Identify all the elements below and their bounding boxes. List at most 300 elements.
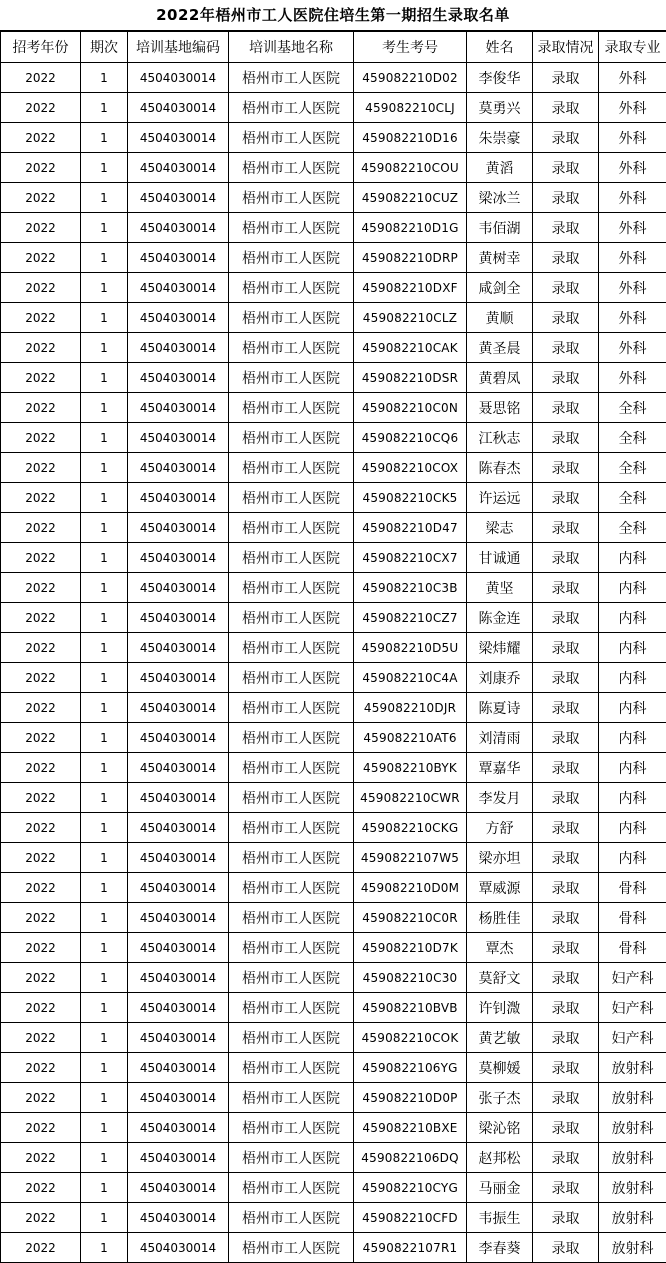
year-cell: 2022 <box>1 1203 81 1233</box>
base-code-cell: 4504030014 <box>128 1173 229 1203</box>
year-cell: 2022 <box>1 663 81 693</box>
base-code-cell: 4504030014 <box>128 333 229 363</box>
status-cell: 录取 <box>533 813 599 843</box>
year-cell: 2022 <box>1 933 81 963</box>
base-name-cell: 梧州市工人医院 <box>229 1143 354 1173</box>
base-name-cell: 梧州市工人医院 <box>229 453 354 483</box>
name-cell: 陈春杰 <box>467 453 533 483</box>
status-cell: 录取 <box>533 93 599 123</box>
exam-number-cell: 459082210CK5 <box>354 483 467 513</box>
name-cell: 朱崇豪 <box>467 123 533 153</box>
name-cell: 黄圣晨 <box>467 333 533 363</box>
major-cell: 外科 <box>599 93 666 123</box>
exam-number-cell: 459082210C30 <box>354 963 467 993</box>
year-cell: 2022 <box>1 303 81 333</box>
period-cell: 1 <box>81 63 128 93</box>
base-name-cell: 梧州市工人医院 <box>229 423 354 453</box>
base-name-cell: 梧州市工人医院 <box>229 993 354 1023</box>
exam-number-cell: 459082210CWR <box>354 783 467 813</box>
table-row <box>1 573 666 603</box>
period-cell: 1 <box>81 453 128 483</box>
base-name-cell: 梧州市工人医院 <box>229 363 354 393</box>
exam-number-cell: 459082210AT6 <box>354 723 467 753</box>
exam-number-cell: 4590822107W5 <box>354 843 467 873</box>
base-code-cell: 4504030014 <box>128 513 229 543</box>
year-cell: 2022 <box>1 813 81 843</box>
base-code-cell: 4504030014 <box>128 573 229 603</box>
period-cell: 1 <box>81 573 128 603</box>
status-cell: 录取 <box>533 513 599 543</box>
table-row <box>1 1023 666 1053</box>
major-cell: 外科 <box>599 183 666 213</box>
name-cell: 黄顺 <box>467 303 533 333</box>
table-row <box>1 1203 666 1233</box>
exam-number-cell: 459082210BYK <box>354 753 467 783</box>
base-code-cell: 4504030014 <box>128 123 229 153</box>
base-name-cell: 梧州市工人医院 <box>229 153 354 183</box>
status-cell: 录取 <box>533 303 599 333</box>
table-body <box>1 63 666 1263</box>
period-cell: 1 <box>81 1023 128 1053</box>
status-cell: 录取 <box>533 543 599 573</box>
name-cell: 梁冰兰 <box>467 183 533 213</box>
table-row <box>1 393 666 423</box>
base-code-cell: 4504030014 <box>128 723 229 753</box>
base-code-cell: 4504030014 <box>128 1023 229 1053</box>
table-row <box>1 1233 666 1263</box>
base-code-cell: 4504030014 <box>128 603 229 633</box>
major-cell: 内科 <box>599 783 666 813</box>
base-code-cell: 4504030014 <box>128 543 229 573</box>
exam-number-cell: 459082210COU <box>354 153 467 183</box>
major-cell: 放射科 <box>599 1113 666 1143</box>
base-code-cell: 4504030014 <box>128 963 229 993</box>
exam-number-cell: 4590822106DQ <box>354 1143 467 1173</box>
base-name-cell: 梧州市工人医院 <box>229 723 354 753</box>
period-cell: 1 <box>81 543 128 573</box>
base-code-cell: 4504030014 <box>128 753 229 783</box>
exam-number-cell: 459082210CYG <box>354 1173 467 1203</box>
exam-number-cell: 459082210CUZ <box>354 183 467 213</box>
base-code-cell: 4504030014 <box>128 1053 229 1083</box>
base-code-cell: 4504030014 <box>128 1113 229 1143</box>
status-cell: 录取 <box>533 1203 599 1233</box>
period-cell: 1 <box>81 423 128 453</box>
period-cell: 1 <box>81 1173 128 1203</box>
period-cell: 1 <box>81 243 128 273</box>
header-base-name: 培训基地名称 <box>229 32 354 63</box>
year-cell: 2022 <box>1 873 81 903</box>
major-cell: 放射科 <box>599 1143 666 1173</box>
status-cell: 录取 <box>533 183 599 213</box>
table-row <box>1 723 666 753</box>
base-name-cell: 梧州市工人医院 <box>229 213 354 243</box>
status-cell: 录取 <box>533 1173 599 1203</box>
major-cell: 外科 <box>599 243 666 273</box>
status-cell: 录取 <box>533 63 599 93</box>
exam-number-cell: 4590822106YG <box>354 1053 467 1083</box>
table-row <box>1 873 666 903</box>
name-cell: 许运远 <box>467 483 533 513</box>
year-cell: 2022 <box>1 153 81 183</box>
name-cell: 咸剑全 <box>467 273 533 303</box>
major-cell: 骨科 <box>599 903 666 933</box>
period-cell: 1 <box>81 213 128 243</box>
base-code-cell: 4504030014 <box>128 183 229 213</box>
admission-table <box>0 31 666 1263</box>
status-cell: 录取 <box>533 693 599 723</box>
base-code-cell: 4504030014 <box>128 693 229 723</box>
base-name-cell: 梧州市工人医院 <box>229 123 354 153</box>
period-cell: 1 <box>81 273 128 303</box>
table-row <box>1 423 666 453</box>
exam-number-cell: 459082210CKG <box>354 813 467 843</box>
base-code-cell: 4504030014 <box>128 303 229 333</box>
name-cell: 莫舒文 <box>467 963 533 993</box>
status-cell: 录取 <box>533 633 599 663</box>
base-name-cell: 梧州市工人医院 <box>229 783 354 813</box>
name-cell: 黄碧凤 <box>467 363 533 393</box>
exam-number-cell: 459082210COX <box>354 453 467 483</box>
exam-number-cell: 459082210D7K <box>354 933 467 963</box>
year-cell: 2022 <box>1 183 81 213</box>
year-cell: 2022 <box>1 483 81 513</box>
exam-number-cell: 459082210D0M <box>354 873 467 903</box>
year-cell: 2022 <box>1 993 81 1023</box>
table-row <box>1 1143 666 1173</box>
major-cell: 放射科 <box>599 1173 666 1203</box>
period-cell: 1 <box>81 693 128 723</box>
period-cell: 1 <box>81 483 128 513</box>
exam-number-cell: 459082210CLJ <box>354 93 467 123</box>
period-cell: 1 <box>81 723 128 753</box>
name-cell: 方舒 <box>467 813 533 843</box>
exam-number-cell: 459082210D47 <box>354 513 467 543</box>
major-cell: 骨科 <box>599 873 666 903</box>
base-name-cell: 梧州市工人医院 <box>229 663 354 693</box>
base-name-cell: 梧州市工人医院 <box>229 813 354 843</box>
period-cell: 1 <box>81 513 128 543</box>
base-name-cell: 梧州市工人医院 <box>229 933 354 963</box>
exam-number-cell: 459082210DRP <box>354 243 467 273</box>
base-name-cell: 梧州市工人医院 <box>229 513 354 543</box>
exam-number-cell: 459082210CX7 <box>354 543 467 573</box>
major-cell: 外科 <box>599 273 666 303</box>
status-cell: 录取 <box>533 213 599 243</box>
exam-number-cell: 459082210CLZ <box>354 303 467 333</box>
status-cell: 录取 <box>533 903 599 933</box>
major-cell: 放射科 <box>599 1083 666 1113</box>
base-name-cell: 梧州市工人医院 <box>229 243 354 273</box>
base-name-cell: 梧州市工人医院 <box>229 333 354 363</box>
name-cell: 刘清雨 <box>467 723 533 753</box>
year-cell: 2022 <box>1 543 81 573</box>
table-row <box>1 963 666 993</box>
year-cell: 2022 <box>1 633 81 663</box>
base-code-cell: 4504030014 <box>128 1233 229 1263</box>
major-cell: 外科 <box>599 123 666 153</box>
table-row <box>1 843 666 873</box>
exam-number-cell: 459082210CZ7 <box>354 603 467 633</box>
base-name-cell: 梧州市工人医院 <box>229 483 354 513</box>
major-cell: 全科 <box>599 393 666 423</box>
period-cell: 1 <box>81 1083 128 1113</box>
period-cell: 1 <box>81 183 128 213</box>
year-cell: 2022 <box>1 93 81 123</box>
base-code-cell: 4504030014 <box>128 153 229 183</box>
status-cell: 录取 <box>533 843 599 873</box>
period-cell: 1 <box>81 93 128 123</box>
major-cell: 外科 <box>599 213 666 243</box>
year-cell: 2022 <box>1 453 81 483</box>
base-name-cell: 梧州市工人医院 <box>229 1053 354 1083</box>
table-row <box>1 243 666 273</box>
base-name-cell: 梧州市工人医院 <box>229 183 354 213</box>
year-cell: 2022 <box>1 723 81 753</box>
exam-number-cell: 459082210D5U <box>354 633 467 663</box>
status-cell: 录取 <box>533 1233 599 1263</box>
status-cell: 录取 <box>533 423 599 453</box>
period-cell: 1 <box>81 393 128 423</box>
status-cell: 录取 <box>533 1023 599 1053</box>
base-code-cell: 4504030014 <box>128 273 229 303</box>
base-name-cell: 梧州市工人医院 <box>229 1113 354 1143</box>
base-name-cell: 梧州市工人医院 <box>229 603 354 633</box>
name-cell: 许钊溦 <box>467 993 533 1023</box>
exam-number-cell: 459082210COK <box>354 1023 467 1053</box>
status-cell: 录取 <box>533 753 599 783</box>
base-name-cell: 梧州市工人医院 <box>229 1203 354 1233</box>
table-row <box>1 903 666 933</box>
base-name-cell: 梧州市工人医院 <box>229 1083 354 1113</box>
period-cell: 1 <box>81 633 128 663</box>
status-cell: 录取 <box>533 933 599 963</box>
major-cell: 全科 <box>599 423 666 453</box>
major-cell: 外科 <box>599 153 666 183</box>
major-cell: 内科 <box>599 693 666 723</box>
table-row <box>1 993 666 1023</box>
major-cell: 放射科 <box>599 1053 666 1083</box>
exam-number-cell: 4590822107R1 <box>354 1233 467 1263</box>
name-cell: 覃嘉华 <box>467 753 533 783</box>
base-code-cell: 4504030014 <box>128 1203 229 1233</box>
exam-number-cell: 459082210C4A <box>354 663 467 693</box>
year-cell: 2022 <box>1 783 81 813</box>
period-cell: 1 <box>81 603 128 633</box>
base-name-cell: 梧州市工人医院 <box>229 843 354 873</box>
status-cell: 录取 <box>533 1083 599 1113</box>
period-cell: 1 <box>81 363 128 393</box>
table-row <box>1 1173 666 1203</box>
status-cell: 录取 <box>533 273 599 303</box>
table-row <box>1 123 666 153</box>
major-cell: 内科 <box>599 663 666 693</box>
year-cell: 2022 <box>1 1083 81 1113</box>
base-code-cell: 4504030014 <box>128 483 229 513</box>
base-code-cell: 4504030014 <box>128 813 229 843</box>
year-cell: 2022 <box>1 1023 81 1053</box>
table-row <box>1 453 666 483</box>
period-cell: 1 <box>81 933 128 963</box>
status-cell: 录取 <box>533 483 599 513</box>
year-cell: 2022 <box>1 273 81 303</box>
exam-number-cell: 459082210D0P <box>354 1083 467 1113</box>
base-code-cell: 4504030014 <box>128 873 229 903</box>
status-cell: 录取 <box>533 1053 599 1083</box>
base-code-cell: 4504030014 <box>128 933 229 963</box>
status-cell: 录取 <box>533 873 599 903</box>
base-name-cell: 梧州市工人医院 <box>229 693 354 723</box>
name-cell: 江秋志 <box>467 423 533 453</box>
name-cell: 黄树幸 <box>467 243 533 273</box>
name-cell: 梁亦坦 <box>467 843 533 873</box>
table-row <box>1 483 666 513</box>
period-cell: 1 <box>81 1143 128 1173</box>
year-cell: 2022 <box>1 1233 81 1263</box>
name-cell: 杨胜佳 <box>467 903 533 933</box>
name-cell: 陈夏诗 <box>467 693 533 723</box>
name-cell: 梁炜耀 <box>467 633 533 663</box>
header-status: 录取情况 <box>533 32 599 63</box>
period-cell: 1 <box>81 1053 128 1083</box>
table-row <box>1 1053 666 1083</box>
table-row <box>1 543 666 573</box>
status-cell: 录取 <box>533 723 599 753</box>
major-cell: 全科 <box>599 513 666 543</box>
name-cell: 李发月 <box>467 783 533 813</box>
table-row <box>1 513 666 543</box>
base-name-cell: 梧州市工人医院 <box>229 963 354 993</box>
header-base-code: 培训基地编码 <box>128 32 229 63</box>
year-cell: 2022 <box>1 1173 81 1203</box>
period-cell: 1 <box>81 783 128 813</box>
exam-number-cell: 459082210CAK <box>354 333 467 363</box>
status-cell: 录取 <box>533 333 599 363</box>
table-row <box>1 633 666 663</box>
year-cell: 2022 <box>1 1053 81 1083</box>
base-code-cell: 4504030014 <box>128 633 229 663</box>
base-code-cell: 4504030014 <box>128 993 229 1023</box>
exam-number-cell: 459082210DJR <box>354 693 467 723</box>
base-code-cell: 4504030014 <box>128 1143 229 1173</box>
header-name: 姓名 <box>467 32 533 63</box>
exam-number-cell: 459082210D02 <box>354 63 467 93</box>
year-cell: 2022 <box>1 753 81 783</box>
name-cell: 李俊华 <box>467 63 533 93</box>
base-name-cell: 梧州市工人医院 <box>229 633 354 663</box>
major-cell: 内科 <box>599 723 666 753</box>
major-cell: 内科 <box>599 633 666 663</box>
name-cell: 莫勇兴 <box>467 93 533 123</box>
base-name-cell: 梧州市工人医院 <box>229 1023 354 1053</box>
period-cell: 1 <box>81 663 128 693</box>
header-exam-number: 考生考号 <box>354 32 467 63</box>
name-cell: 陈金连 <box>467 603 533 633</box>
year-cell: 2022 <box>1 243 81 273</box>
base-name-cell: 梧州市工人医院 <box>229 93 354 123</box>
base-code-cell: 4504030014 <box>128 243 229 273</box>
table-row <box>1 603 666 633</box>
period-cell: 1 <box>81 333 128 363</box>
name-cell: 刘康乔 <box>467 663 533 693</box>
status-cell: 录取 <box>533 783 599 813</box>
base-code-cell: 4504030014 <box>128 903 229 933</box>
table-row <box>1 153 666 183</box>
period-cell: 1 <box>81 963 128 993</box>
year-cell: 2022 <box>1 513 81 543</box>
year-cell: 2022 <box>1 333 81 363</box>
period-cell: 1 <box>81 153 128 183</box>
name-cell: 甘诚通 <box>467 543 533 573</box>
exam-number-cell: 459082210BVB <box>354 993 467 1023</box>
status-cell: 录取 <box>533 453 599 483</box>
base-name-cell: 梧州市工人医院 <box>229 873 354 903</box>
base-name-cell: 梧州市工人医院 <box>229 573 354 603</box>
major-cell: 内科 <box>599 573 666 603</box>
year-cell: 2022 <box>1 843 81 873</box>
name-cell: 张子杰 <box>467 1083 533 1113</box>
status-cell: 录取 <box>533 243 599 273</box>
base-code-cell: 4504030014 <box>128 1083 229 1113</box>
table-row <box>1 213 666 243</box>
major-cell: 放射科 <box>599 1233 666 1263</box>
period-cell: 1 <box>81 1113 128 1143</box>
header-major: 录取专业 <box>599 32 666 63</box>
name-cell: 莫柳媛 <box>467 1053 533 1083</box>
year-cell: 2022 <box>1 573 81 603</box>
status-cell: 录取 <box>533 963 599 993</box>
base-code-cell: 4504030014 <box>128 783 229 813</box>
major-cell: 妇产科 <box>599 1023 666 1053</box>
exam-number-cell: 459082210D16 <box>354 123 467 153</box>
year-cell: 2022 <box>1 1143 81 1173</box>
major-cell: 全科 <box>599 453 666 483</box>
table-row <box>1 933 666 963</box>
name-cell: 赵邦松 <box>467 1143 533 1173</box>
header-period: 期次 <box>81 32 128 63</box>
base-name-cell: 梧州市工人医院 <box>229 543 354 573</box>
period-cell: 1 <box>81 123 128 153</box>
year-cell: 2022 <box>1 363 81 393</box>
name-cell: 黄艺敏 <box>467 1023 533 1053</box>
table-row <box>1 813 666 843</box>
major-cell: 内科 <box>599 603 666 633</box>
period-cell: 1 <box>81 1233 128 1263</box>
base-code-cell: 4504030014 <box>128 843 229 873</box>
table-row <box>1 693 666 723</box>
base-code-cell: 4504030014 <box>128 393 229 423</box>
table-row <box>1 1083 666 1113</box>
table-header <box>1 32 666 63</box>
year-cell: 2022 <box>1 693 81 723</box>
status-cell: 录取 <box>533 1143 599 1173</box>
major-cell: 外科 <box>599 333 666 363</box>
base-name-cell: 梧州市工人医院 <box>229 273 354 303</box>
exam-number-cell: 459082210C3B <box>354 573 467 603</box>
major-cell: 外科 <box>599 63 666 93</box>
base-code-cell: 4504030014 <box>128 663 229 693</box>
period-cell: 1 <box>81 873 128 903</box>
major-cell: 放射科 <box>599 1203 666 1233</box>
status-cell: 录取 <box>533 663 599 693</box>
major-cell: 外科 <box>599 303 666 333</box>
table-row <box>1 363 666 393</box>
name-cell: 梁志 <box>467 513 533 543</box>
document-title: 2022年梧州市工人医院住培生第一期招生录取名单 <box>0 0 666 31</box>
table-row <box>1 93 666 123</box>
major-cell: 妇产科 <box>599 993 666 1023</box>
period-cell: 1 <box>81 303 128 333</box>
